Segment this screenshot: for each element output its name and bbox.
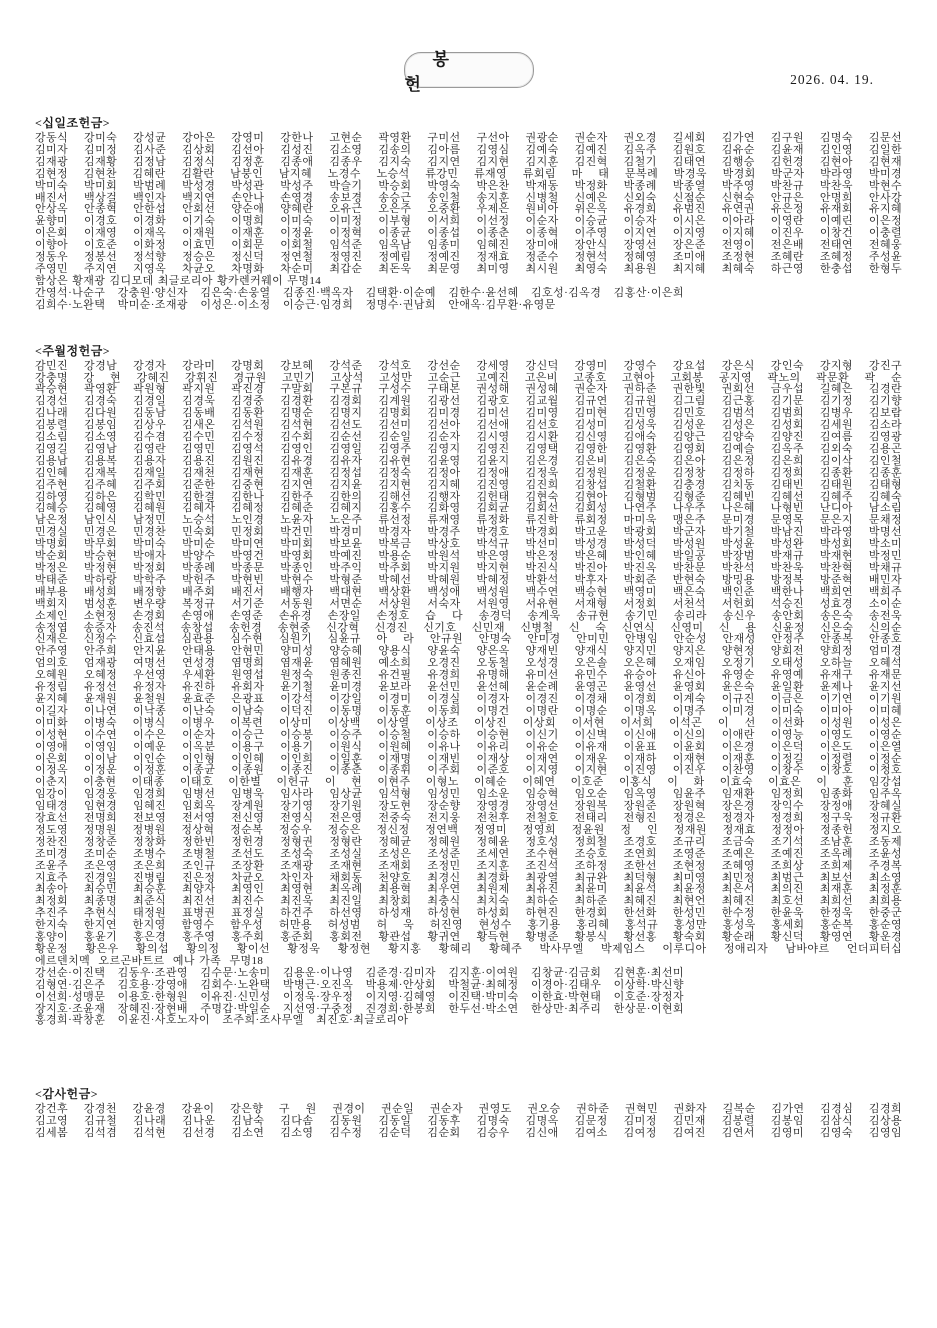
name-line: 김나래 김다원 김동남 김동배 김동환 김명순 김명지 김명회 김미경 김미선 김미영 김미현 김민영 김민호 김범석 김범희 김병우 김보람	[35, 407, 902, 420]
name-line: 윤향미 이경호 이경화 이기숙 이명희 이미숙 이미정 이부형 이서희 이선정 이순자 이승균 이승자 이시은 이아라 이영란 이예린 이은정	[35, 215, 902, 228]
name-line: 박명회 박무회 박미숙 박미순 박미연 박미회 박보윤 박복금 박상호 박석규 박선미 박성경 박성덕 박성원 박성윤 박성완 박성회 박소미	[35, 538, 902, 551]
name-line: 유정림 유정선 유정자 유진하 유회자 윤기철 윤미경 윤보라 윤선민 윤선혜 윤순례 윤영곤 윤영선 윤영회 윤은숙 윤일환 윤제나 윤지선	[35, 681, 902, 694]
name-line: 이은회 이재영 이재옥 이재원 이재훈 이정윤 이정혁 이종균 이종섭 이종춘 이종혁 이주영 이지연 이지영 이지혜 이진우 이창건 이충렬	[35, 227, 902, 240]
name-line: 강동식 강미숙 강성균 강아은 강영미 강한나 고현순 곽영환 구미선 구선아 권광순 권순자 권오경 길세회 김가연 김구원 김명숙 김문선	[35, 132, 902, 144]
name-line: 정찬진 정창준 정창화 정한빈 정헌경 정형권 정형란 정혜균 정혜원 정혜윤 정호성 정희철 조경호 조규리 조금숙 조기석 조남훈 조동제	[35, 835, 902, 848]
section-title: <십일조헌금>	[35, 116, 111, 130]
name-line: 간영석·나순구 강충원·양신자 김은숙·손웅열 김종진·백옥자 김택환·이순예 김한수·윤선혜 김호성·김옥경 김홍산·이은희	[35, 286, 684, 299]
page-header	[35, 0, 902, 100]
name-line: 신재은 신정수 신효섭 심관용 심수현 심원기 심윤규 아 라 안규원 안명숙 안미경 안미민 안병임 안순성 안재성 안정주 안종복 안종호	[35, 633, 902, 646]
name-line: 김미자 김미정 김사준 김상회 김선아 김성진 김소영 김송의 김아름 김영심 김예숙 김예진 김옥주 김원호 김유순 김윤재 김인영 김일한	[35, 143, 902, 156]
name-line: 김혜승 김혜영 김혜원 김혜자 김혜정 김혜준 김혜지 김홍수 김화영 김회균 김회선 김회성 나연주 나우주 나은혜 나형빈 난디아 남소림	[35, 502, 902, 515]
name-line: 김현정 김현찬 김혜란 김활란 남붕인 남지혜 노경수 노승석 류강민 류재영 류회림 마 태 문복례 박경욱 박경회 박군자 박라영 박미경	[35, 167, 902, 180]
page-title	[404, 50, 534, 94]
name-line: 민경실 민경은 민경찬 민숙회 민정회 박건민 박경미 박경자 박경주 박경호 박경회 박고운 박광회 박군자 박기철 박남진 박라영 박명선	[35, 526, 902, 539]
name-line: 이영애 이영임 이예운 이옥분 이용구 이용기 이원식 이원혜 이유나 이유리 이유순 이유재 이윤표 이윤회 이은경 이은덕 이은도 이은열	[35, 740, 902, 753]
name-line: 이향아 이호준 이화정 이효민 이회문 이회철 임석준 임옥남 임종미 임혜진 장미애 장안식 장영선 장은준 전영이 전은배 전태연 전혜웅	[35, 239, 902, 252]
name-line: 김인혜 김재복 김재일 김재천 김재현 김재훈 김정섭 김정숙 김정아 김정애 김정욱 김정원 김정운 김정창 김정하 김정희 김종환 김종훈	[35, 466, 902, 479]
name-line: 김형연·김은주 김호용·강영애 김회수·노완택 박병근·오진옥 박용제·안상회 박철균·최혜정 이경아·김태우 이상학·박신향	[35, 978, 684, 991]
name-line: 황운정 황은우 황의섭 황의정 황이선 황정욱 황정현 황지홍 황혜리 황혜주 박사무엘 박제임스 이루디아 정애리자 남바야르 언더피터십	[35, 943, 902, 955]
name-line: 함상은 황재광 김디모데 최글로리아 황카렌커웨이 무명14	[35, 274, 322, 287]
section-title: <감사헌금>	[35, 1087, 99, 1102]
name-line: 소제인 소현정 손경회 손영애 손영준 손유경 손장일 손정호 습 다 송경덕 송계욱 송규현 송기민 송리라 송신우 송안회 송은숙 송전욱	[35, 609, 902, 622]
name-line: 이정옥 이정운 이정훈 이종균 이종원 이종진 이종춘 이종휘 이주회 이준호 이지영 이지현 이진영 이진우 이찬영 이창수 이창호 이청호	[35, 764, 902, 777]
name-line: 최정회 최종명 최준식 최진선 최진수 최진욱 최진일 최창회 최충식 최치숙 최하순 최하준 최혜진 최현언 최혜진 최호선 최희선 최희용	[35, 895, 902, 908]
name-line: 임강이 임경웅 임경희 임병선 임병욱 임사라 임상균 임석형 임성민 임소운 임승혁 임오순 임옥영 임윤주 임재환 임정희 임종화 임주옥	[35, 788, 902, 801]
name-line: 최송아 최승민 최승훈 최양자 최영인 최영현 최옥례 최용혁 최우연 최원제 최유진 최윤미 최윤석 최윤정 최은서 최의진 최재훈 최정훈	[35, 883, 902, 896]
name-line: 곽승현 곽영환 곽원형 곽지원 곽진경 구말회 구본규 구성수 구태본 권성해 권성혜 권순자 권하준 권한빛 권회선 금우섭 길혜은 김경란	[35, 383, 902, 396]
name-line: 백회지 범성훈 변우량 복정규 서기준 서동원 서면순 서상원 서숙자 서원영 서유현 서재형 서정회 서천석 서헌회 석승진 성효경 소이순	[35, 597, 902, 610]
name-line: 조윤주 조은영 조은희 조인규 조장환 조재광 조재현 조재회 조정민 조지훈 조진석 조하정 조한선 조현정 조혜영 조희상 조희제 주경복	[35, 859, 902, 872]
name-line: 박미숙 박미회 박범례 박성경 박성관 박성주 박슬기 박승회 박영숙 박은찬 박재동 박정화 박종례 박종열 박주영 박찬규 박찬욱 박현수	[35, 179, 902, 192]
name-line: 김희수·노완택 박미순·조재광 이성은·이소정 이승근·임경희 정명수·권남희 안애옥·김무환·유영문	[35, 298, 556, 311]
name-line: 김소림 김소영 김수겸 김수민 김수정 김수회 김순선 김순일 김순자 김시영 김시환 김신영 김애숙 김양근 김양숙 김양진 김여름 김영광	[35, 431, 902, 444]
name-line: 추진주 추현식 태정원 표병권 표정실 하건주 하선영 하성재 하성현 하성회 하현진 한경회 한선화 한성민 한수정 한윤욱 한정욱 한중군	[35, 907, 902, 920]
name-line: 장지호·조윤재 장혜진·장현배 주명갑·박일순 지선영·구중정 진경희·한봉희 한두선·박소연 한상만·최주리 한상문·이현회	[35, 1002, 684, 1015]
name-line: 김봉렬 김봉임 김상우 김새온 김석원 김석현 김선도 김선미 김선아 김선애 김선호 김성미 김성욱 김성운 김성은 김성회 김세원 김소라	[35, 419, 902, 432]
name-line: 임태경 임현경 임혜진 임회옥 장계원 장기영 장기원 장도현 장순향 장영경 장영선 장원복 장원준 장원혁 장은경 장익수 장정애 장혜실	[35, 800, 902, 813]
name-line: 안상옥 안종혁 안한섭 안회선 양순애 양혜란 오유근 오은주 오중환 우제은 원비아 위은옥 유경희 유범진 유연권 유은정 유재회 유지혜	[35, 203, 902, 216]
name-line: 김영길 김영남 김영란 김영민 김영석 김영인 김영일 김영주 김영지 김영진 김영택 김영한 김영환 김영회 김예슬 김옥주 김외숙 김용곤	[35, 442, 902, 455]
section-title: <주월정헌금>	[35, 343, 111, 358]
section-1	[35, 342, 902, 1028]
name-line: 김경선 김경숙 김경일 김경욱 김경중 김경환 김경회 김계원 김광선 김광호 김교월 김규연 김규원 김그림 김근홍 김기문 김기정 김기향	[35, 395, 902, 408]
name-line: 안주영 안주희 안지윤 안태용 안현민 양미성 양승혜 양용식 양윤숙 양은옥 양재빈 양재식 양지민 양지은 양현정 양회전 양희정 엄미경	[35, 645, 902, 658]
date-label: 2026. 04. 19.	[790, 72, 874, 87]
name-line: 배부용 배성희 배정향 배주회 배진서 배행자 백대현 백상환 백성애 백성원 백수연 백승현 백영미 백은숙 백인준 백한나 백희연 백희주	[35, 585, 902, 598]
name-line: 강선순·이진택 김동우·조관영 김수문·노송미 김용운·이나영 김준경·김미자 김지훈·이여원 김창균·김금회 김현훈·최선미	[35, 966, 684, 979]
name-line: 엄의호 엄재광 여명선 연성경 염명희 염재윤 염혜원 예소희 오경진 오동철 오성경 오은솔 오은혜 오재임 오정기 오태성 오하늘 오혜석	[35, 657, 902, 670]
name-line: 이길자 이나연 이낙종 이난숙 이남숙 이덕진 이동명 이동훈 이동희 이명건 이명란 이명순 이명옥 이명주 이미경 이미숙 이미아 이미혜	[35, 704, 902, 717]
name-line: 주영민 주지연 지영옥 차균오 차명화 차순미 최갑순 최돈욱 최문영 최미영 최시원 최영숙 최용원 최지혜 최혜숙 하근영 한충섭 한형두	[35, 262, 902, 275]
name-line: 정동우 정봉선 정석향 정승은 정신덕 정연철 정영진 정예림 정예진 정재효 정준수 정현석 정혜영 조미애 조정현 조혜란 조혜정 주성윤	[35, 251, 902, 264]
name-line: 조미경 조미순 조병수 조병철 조선도 조성숙 조성실 조성은 조성준 조세연 조수현 조승호 조연희 조영준 조예은 조예진 조옥례 조윤성	[35, 847, 902, 860]
name-line: 배진서 백상걸 백인자 백지연 손안나 손영경 송보경 송승근 송인철 송지훈 신병철 신예은 신외숙 신점순 신현숙 안규은 안명희 안사강	[35, 191, 902, 204]
section-2	[35, 1085, 902, 1140]
name-line: 김주현 김주혜 김주회 김준한 김중현 김지연 김지윤 김지현 김지혜 김진영 김진희 김창섭 김철환 김충경 김치동 김태빈 김태원 김태형	[35, 478, 902, 491]
name-line: 이은회 이이남 이인순 이인형 이인혜 이인희 이일훈 이재명 이재빈 이재상 이재연 이재운 이재하 이재현 이재훈 이정길 이정렬 이정순	[35, 752, 902, 765]
name-line: 홍경희·곽창훈 이윤진·사호노자이 조주희·조사무엘 최진호·최글로리아	[35, 1014, 409, 1027]
name-line: 이성현 이수연 이수은 이순자 이승근 이승봉 이승주 이승철 이승하 이승현 이신기 이신벽 이신애 이신의 이애란 이영능 이영도 이영순	[35, 728, 902, 741]
name-line: 김세봄 김석겸 김석현 김선경 김소연 김소영 김수정 김순덕 김순회 김승우 김신애 김여소 김여정 김여진 김연서 김영미 김영숙 김영임	[35, 1127, 902, 1140]
name-line: 이미화 이병숙 이병식 이병우 이복련 이상미 이상백 이상열 이상조 이상진 이상회 이서현 이서희 이석곤 이 선 이선화 이성원 이성은	[35, 716, 902, 729]
name-line: 김재광 김재황 김정남 김정식 김정훈 김종애 김종우 김지숙 김지연 김지현 김지훈 김진혁 김철기 김태연 김행승 김헌경 김현아 김현재	[35, 155, 902, 168]
name-line: 송정엽 송증자 송진석 송창섭 송헌경 송현중 신강혁 신경진 신기호 신민재 신병철 신 숙 신연식 신영미 신 용 신윤정 신은숙 신의순	[35, 621, 902, 634]
name-line: 윤지혜 윤재원 윤철원 윤효준 은광표 이강석 이강일 이경미 이경실 이경자 이경진 이경채 이경희 이계숙 이규진 이금은 이기연 이기원	[35, 692, 902, 705]
name-line: 이춘지 이충현 이태종 이태호 이한별 이헌규 이 현 이현주 이형노 이혜순 이혜연 이호준 이홍식 이 화 이효숙 이효은 이 훈 임강섭	[35, 776, 902, 789]
name-line: 박정은 박정현 박정회 박종례 박종문 박종인 박주익 박주회 박지원 박지현 박진식 박진아 박진옥 박찬문 박찬석 박찬욱 박찬혁 박채규	[35, 562, 902, 574]
name-line: 박순회 박승현 박애자 박양수 박영건 박영회 박예진 박용순 박원석 박은영 박은정 박은혜 박인혜 박일공 박장범 박재규 박재현 박정민	[35, 550, 902, 563]
section-0	[35, 114, 902, 312]
offering-sections	[35, 114, 902, 1140]
name-line: 김하영 김하은 김학민 김한결 김한나 김한주 김한의 김해선 김행자 김헌태 김현숙 김현아 김형범 김형준 김혜빈 김혜선 김혜주 김혜숙	[35, 490, 902, 503]
name-line: 한지숙 한지연 한지영 함영수 함우성 허만용 허성범 허 욱 허진영 현성수 홍기용 홍리혜 홍석규 홍성만 홍성욱 홍세회 홍순복 홍순영	[35, 919, 902, 932]
name-line: 김용남 김용복 김용자 김용진 김원진 김유경 김유자 김유현 김윤영 김윤지 김은경 김은비 김은숙 김은아 김은정 김은희 김이삭 김인철	[35, 454, 902, 467]
name-line: 정도영 정명원 정병원 정상혁 정순복 정승우 정승은 정신정 정연백 정영미 정영희 정윤원 정 인 정재원 정재효 정정아 정종헌 정지오	[35, 823, 902, 836]
name-line: 오혜원 오혜정 우선영 우세환 원영섭 원정숙 원종진 유건필 유경희 유명해 유미선 유민수 유승아 유신아 유영순 유영예 유재구 유재문	[35, 669, 902, 682]
name-line: 강충명 강 현 강혜진 강휘진 경규원 고민기 고상석 고성만 고순근 고예진 고은비 고종호 고현아 고회봉 공지영 곽노의 곽문환 곽 순	[35, 371, 902, 384]
name-line: 박태준 박하랑 박학주 박헌주 박현빈 박현수 박형준 박혜선 박혜원 박혜정 박환석 박후자 박회준 반현숙 방밍용 방정복 방준혁 배민자	[35, 573, 902, 586]
name-line: 김고영 김규철 김나래 김나운 김남숙 김다솜 김동원 김동일 김동후 김명숙 김명옥 김문정 김미정 김민재 김봉렬 김봉임 김삼식 김상용	[35, 1115, 902, 1128]
name-line: 이선희·성맹문 이용호·한형원 이유진·신민성 이정욱·장우정 이지영·김혜영 이진택·박미숙 이한효·박현태 이호준·장정자	[35, 990, 684, 1003]
name-line: 지효주 진경일 진병림 진은정 차균오 차인자 채회동 천양호 최경신 최경화 최광열 최규완 최덕형 최미영 최민정 최범근 최보선 최소영	[35, 871, 902, 884]
name-line: 남은정 남인식 남정민 노승석 노인경 노윤자 노은주 류선정 류재영 류정화 류진학 류회정 마미욱 맹은주 문미경 문영목 문은지 문채정	[35, 514, 902, 527]
name-line: 에르덴치멕 오르곤바트르 예나 가족 무명18	[35, 954, 264, 967]
name-line: 감민진 강경남 강경자 강라미 강명회 강보혜 강석준 강석호 강선순 강세영 강신덕 강영미 강영수 강요섭 강은식 강인숙 강지형 강진구	[35, 359, 902, 372]
page-title-text: 봉 헌	[404, 50, 477, 94]
name-line: 홍양이 홍윤기 홍은경 홍주영 홍주회 홍준회 홍회전 황관섭 황귀연 황득현 황병준 황봉식 황선홍 황숙회 황순래 황신덕 황영연 황운경	[35, 931, 902, 944]
name-line: 강건후 강경천 강윤경 강윤이 강은향 구 원 권경이 권순일 권순자 권영도 권오승 권하준 권혁민 권화자 길복순 김가연 김경심 김경희	[35, 1103, 902, 1116]
name-line: 장효선 전명희 전보영 전서영 전신영 전영식 전은영 전중숙 전지웅 전천후 전철호 전태리 전형진 정경은 정경자 정경희 정구욱 정규환	[35, 812, 902, 825]
